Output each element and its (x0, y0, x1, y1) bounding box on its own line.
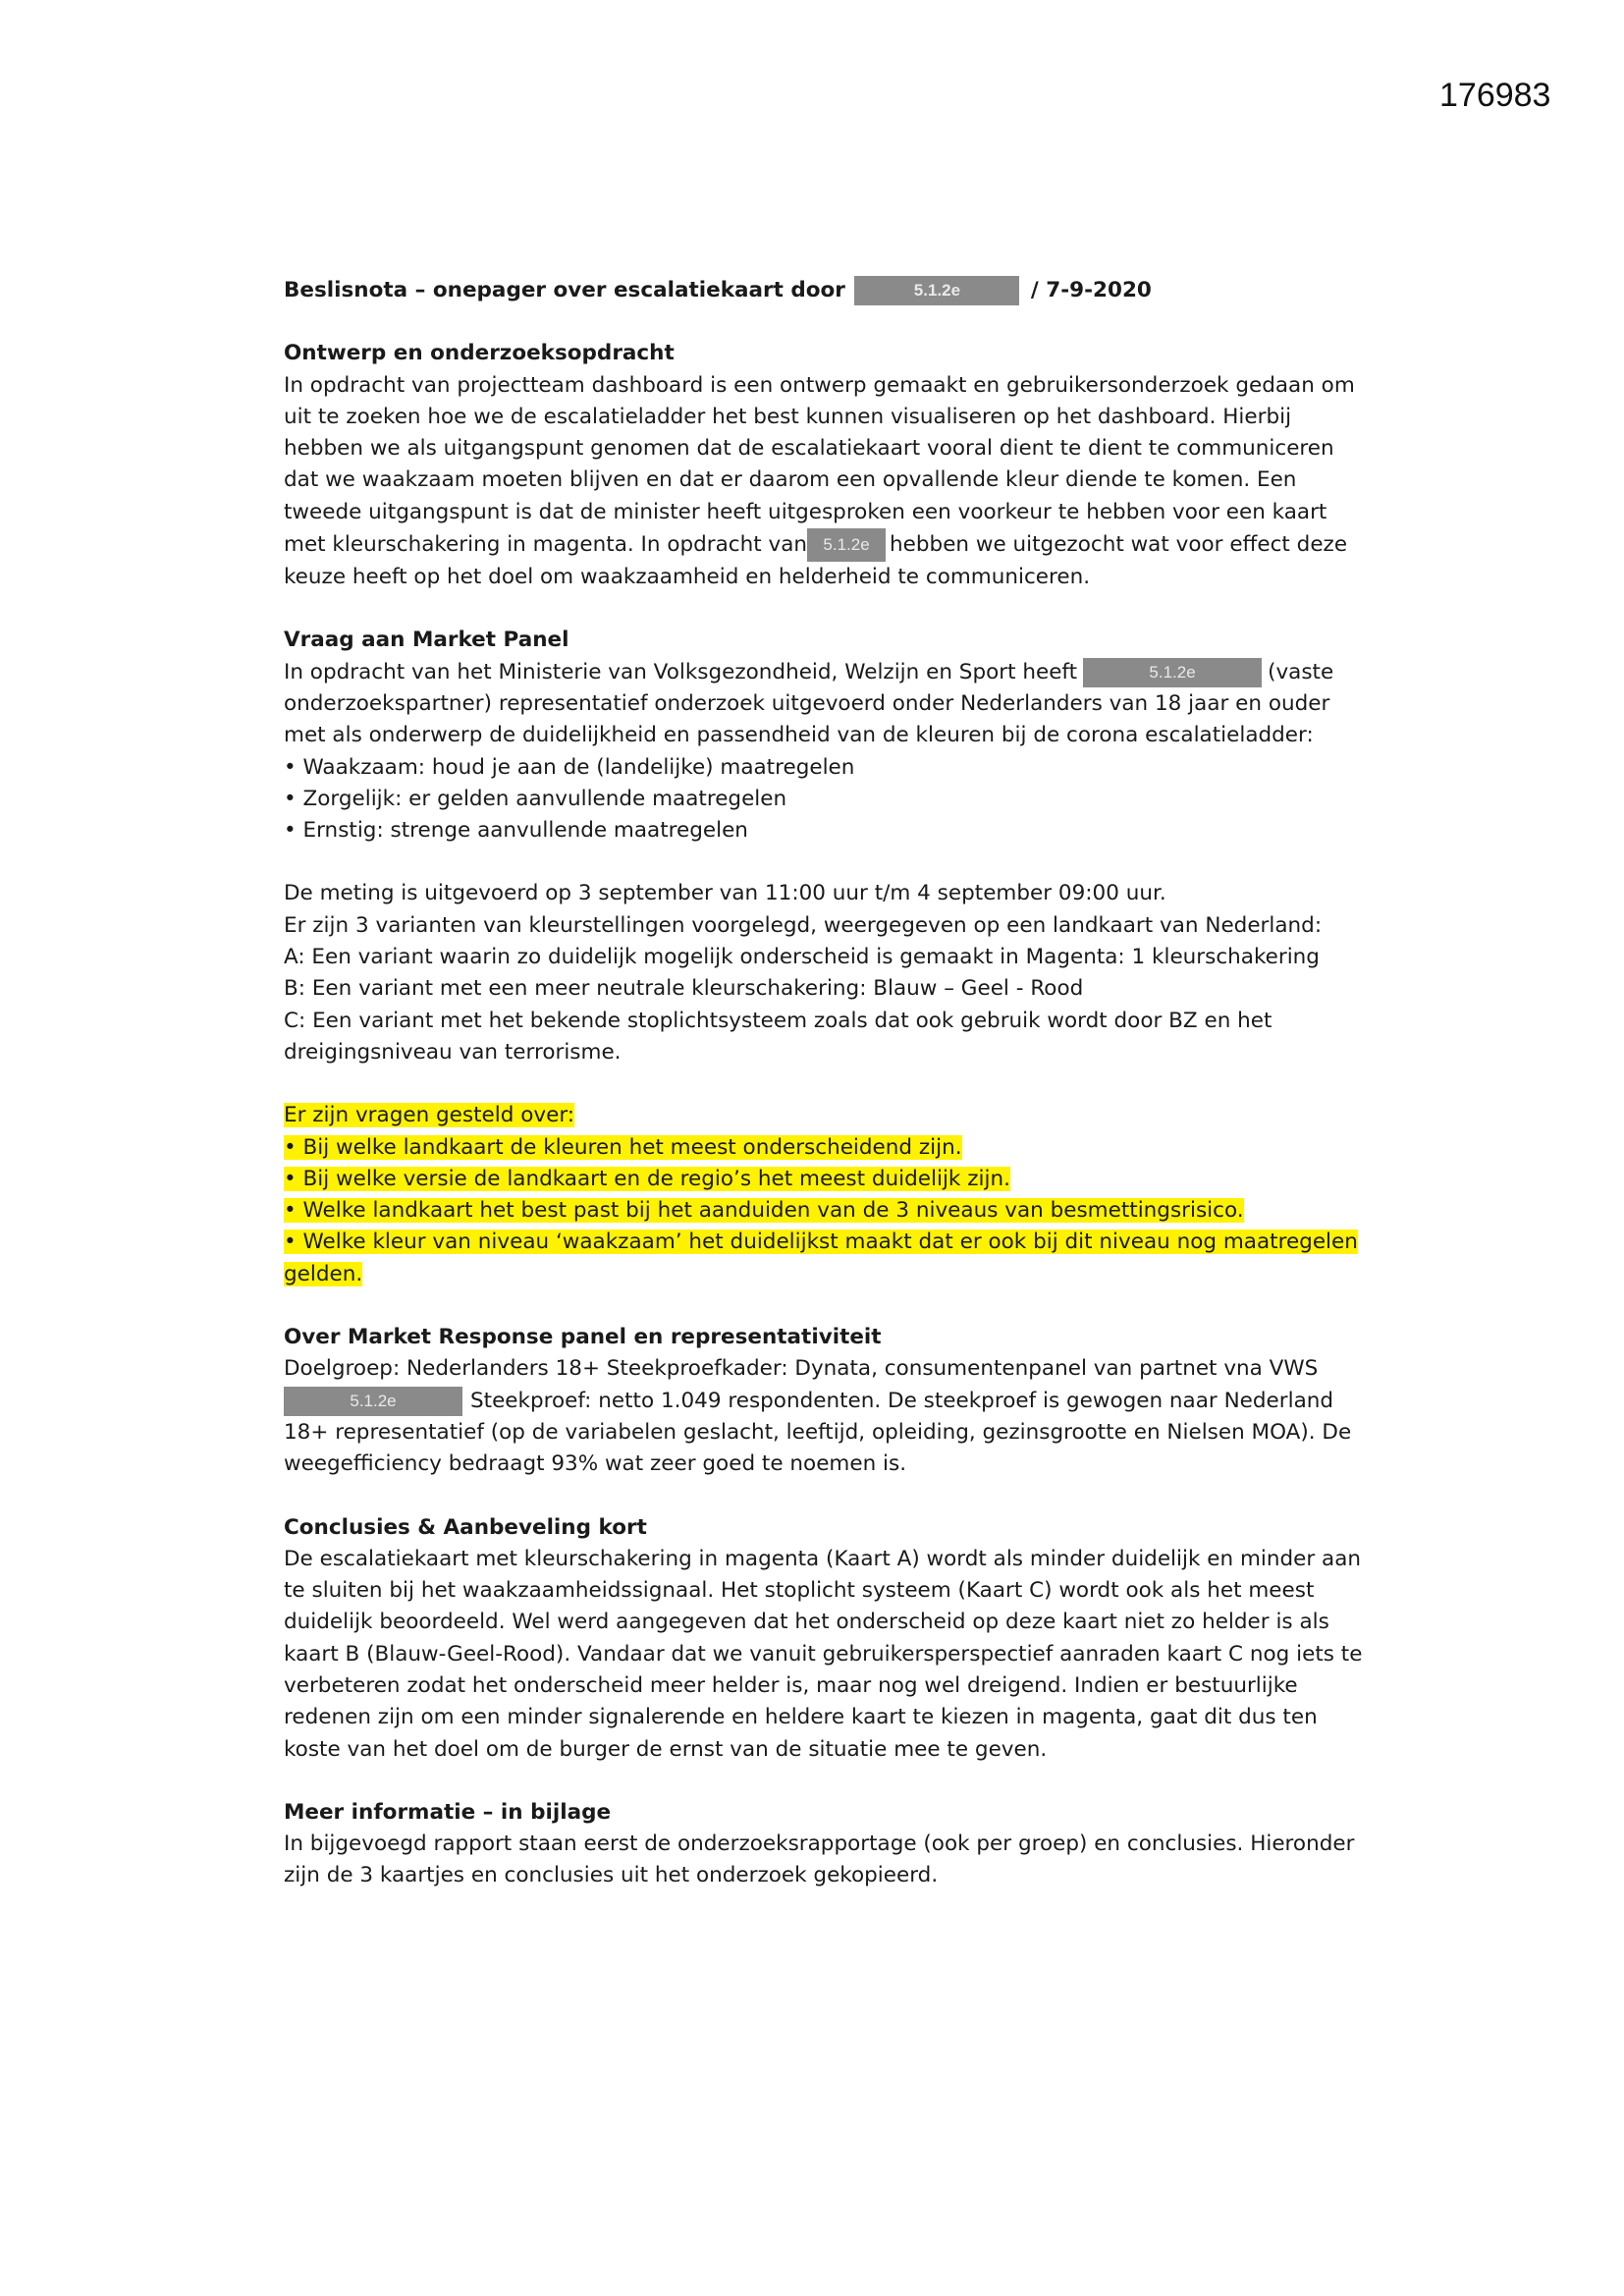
section-ontwerp (284, 338, 1364, 593)
title-prefix: Beslisnota – onepager over escalatiekaart door (284, 278, 845, 302)
heading-conclusies: Conclusies & Aanbeveling kort (284, 1514, 647, 1540)
meting-line: C: Een variant met het bekende stoplichtsysteem zoals dat ook gebruik wordt door BZ en het dreigingsniveau van terrorisme. (284, 1008, 1272, 1065)
redaction-title: 5.1.2e (854, 276, 1019, 305)
list-item-bullet: • Waakzaam: houd je aan de (landelijke) maatregelen (284, 754, 855, 780)
heading-vraag: Vraag aan Market Panel (284, 628, 569, 653)
section-vraag (284, 625, 1364, 847)
vraag-text-before: In opdracht van het Ministerie van Volksgezondheid, Welzijn en Sport heeft (284, 659, 1078, 684)
heading-meer-informatie: Meer informatie – in bijlage (284, 1799, 612, 1825)
section-highlighted-questions (284, 1100, 1364, 1290)
title-date: / 7-9-2020 (1030, 278, 1152, 302)
panel-line1: Doelgroep: Nederlanders 18+ Steekproefkader: Dynata, consumentenpanel van partnet vna VWS (284, 1356, 1319, 1382)
redaction-vraag: 5.1.2e (1083, 658, 1262, 687)
list-item-bullet: • Zorgelijk: er gelden aanvullende maatregelen (284, 786, 787, 811)
redaction-ontwerp: 5.1.2e (807, 528, 886, 562)
heading-ontwerp: Ontwerp en onderzoeksopdracht (284, 341, 675, 366)
paragraph-ontwerp (284, 370, 1364, 594)
heading-panel: Over Market Response panel en representativiteit (284, 1325, 882, 1350)
meting-line: De meting is uitgevoerd op 3 september van 11:00 uur t/m 4 september 09:00 uur. (284, 881, 1166, 906)
meting-line: A: Een variant waarin zo duidelijk mogelijk onderscheid is gemaakt in Magenta: 1 kleurschakering (284, 945, 1320, 970)
ontwerp-text-after: hebben we uitgezocht wat voor effect deze keuze heeft op het doel om waakzaamheid en helderheid te communiceren. (284, 532, 1348, 590)
section-conclusies (284, 1512, 1364, 1766)
vraag-text-after: (vaste onderzoekspartner) representatief onderzoek uitgevoerd onder Nederlanders van 18 jaar en ouder met als onderwerp de duidelijkheid en passendheid van de kleuren bij de corona escalatieladder: (284, 659, 1334, 748)
meting-line: Er zijn 3 varianten van kleurstellingen voorgelegd, weergegeven op een landkaart van Nederland: (284, 912, 1323, 938)
paragraph-conclusies: De escalatiekaart met kleurschakering in magenta (Kaart A) wordt als minder duidelijk en minder aan te sluiten bij het waakzaamheidssignaal. Het stoplicht systeem (Kaart C) wordt ook als het meest duidelijk beoordeeld. Wel werd aangegeven dat het onderscheid op deze kaart niet zo helder is als kaart B (Blauw-Geel-Rood). Vandaar dat we vanuit gebruikersperspectief aanraden kaart C nog iets te verbeteren zodat het onderscheid meer helder is, maar nog wel dreigend. Indien er bestuurlijke redenen zijn om een minder signalerende en heldere kaart te kiezen in magenta, gaat dit dus ten koste van het doel om de burger de ernst van de situatie mee te geven. (284, 1546, 1363, 1762)
highlight-bullet: • Bij welke landkaart de kleuren het meest onderscheidend zijn. (284, 1134, 962, 1160)
document-title (284, 275, 1364, 306)
list-item-bullet: • Ernstig: strenge aanvullende maatregelen (284, 818, 748, 844)
highlight-bullet: • Bij welke versie de landkaart en de regio’s het meest duidelijk zijn. (284, 1166, 1010, 1191)
highlight-bullet: • Welke landkaart het best past bij het aanduiden van de 3 niveaus van besmettingsrisico. (284, 1198, 1244, 1224)
highlight-bullet: • Welke kleur van niveau ‘waakzaam’ het duidelijkst maakt dat er ook bij dit niveau nog maatregelen gelden. (284, 1230, 1358, 1286)
document-body (284, 275, 1364, 1892)
highlight-intro: Er zijn vragen gesteld over: (284, 1103, 575, 1128)
ontwerp-text-before: In opdracht van projectteam dashboard is een ontwerp gemaakt en gebruikersonderzoek gedaan om uit te zoeken hoe we de escalatieladder het best kunnen visualiseren op het dashboard. Hierbij hebben we als uitgangspunt genomen dat de escalatiekaart vooral dient te dient te communiceren dat we waakzaam moeten blijven en dat er daarom een opvallende kleur diende te komen. Een tweede uitgangspunt is dat de minister heeft uitgesproken een voorkeur te hebben voor een kaart met kleurschakering in magenta. In opdracht van (284, 372, 1355, 558)
section-panel (284, 1322, 1364, 1480)
section-meting (284, 878, 1364, 1068)
meting-line: B: Een variant met een meer neutrale kleurschakering: Blauw – Geel - Rood (284, 976, 1084, 1002)
paragraph-vraag (284, 657, 1364, 752)
paragraph-panel (284, 1386, 1364, 1481)
redaction-panel: 5.1.2e (284, 1387, 462, 1416)
paragraph-meer-informatie: In bijgevoegd rapport staan eerst de onderzoeksrapportage (ook per groep) en conclusies. Hieronder zijn de 3 kaartjes en conclusies uit het onderzoek gekopieerd. (284, 1831, 1355, 1888)
panel-text-after: Steekproef: netto 1.049 respondenten. De steekproef is gewogen naar Nederland 18+ representatief (op de variabelen geslacht, leeftijd, opleiding, gezinsgrootte en Nielsen MOA). De weegefficiency bedraagt 93% wat zeer goed te noemen is. (284, 1388, 1352, 1477)
section-meer-informatie (284, 1797, 1364, 1892)
page-number: 176983 (1439, 77, 1551, 114)
